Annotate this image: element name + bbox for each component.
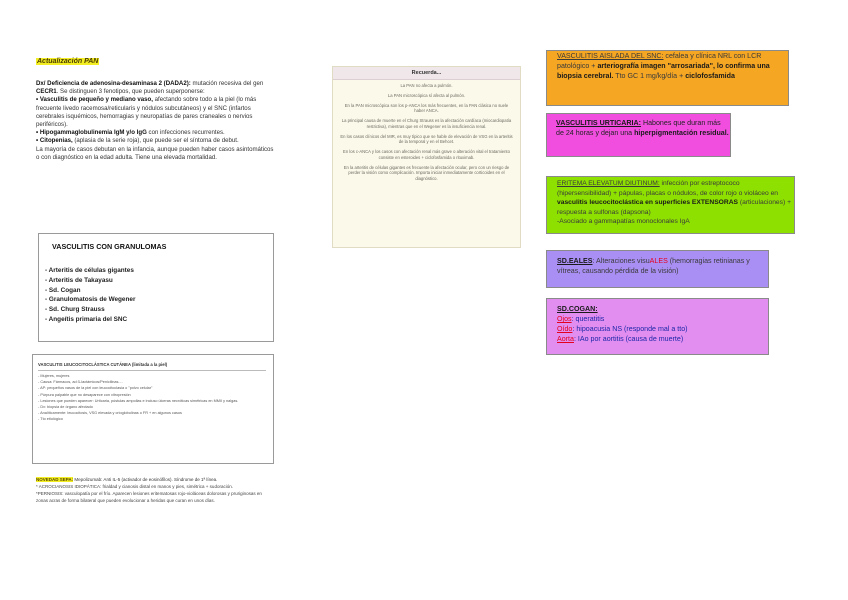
dada2-intro: Dx/ Deficiencia de adenosina-desaminasa 2 (DADA2): mutación recesiva del gen CECR1. Se distinguen 3 fenotipos, que pueden superponerse:	[36, 80, 264, 96]
recuerda-line: En los c-ANCA y los casos con afectación renal más grave o alteración vital el tratamiento consiste en esteroides + ciclofosfamida o rituximab.	[343, 149, 510, 160]
leucocitoclastica-title: VASCULITIS LEUCOCITOCLÁSTICA CUTÁNEA (limitada a la piel)	[38, 362, 168, 367]
snc-vasculitis-box: VASCULITIS AISLADA DEL SNC: cefalea y clínica NRL con LCR patológico + arteriografía imagen "arrosariada", lo confirma una biopsia cerebral. Tto GC 1 mg/kg/día + ciclofosfamida	[546, 50, 789, 106]
list-item: - Arteritis de Takayasu	[45, 276, 113, 284]
phenotype-1: • Vasculitis de pequeño y mediano vaso, afectando sobre todo a la piel (lo más frecuente livedo racemosa/reticularis y nódulos subcutáneos) y el SNC (infartos cerebrales isquémicos, hemorragias y neuropatías de pares craneales o nervios periféricos).	[36, 96, 257, 129]
list-item: - Angeítis primaria del SNC	[45, 315, 128, 323]
eritema-title: ERITEMA ELEVATUM DIUTINUM:	[557, 180, 660, 187]
gene-name: CECR1	[36, 88, 57, 96]
list-item: - Granulomatosis de Wegener	[45, 296, 136, 304]
section-title-actualizacion-pan: Actualización PAN	[37, 58, 99, 65]
phenotype-3: • Citopenias, (aplasia de la serie roja), que puede ser el síntoma de debut.	[36, 137, 239, 145]
recuerda-line: La PAN microscópica sí afecta al pulmón.	[387, 92, 466, 98]
recuerda-line: En los casos clínicos del MIR, es muy típico que se hable de elevación de VSG en la arteritis de la temporal y en el Behcet.	[340, 133, 513, 145]
list-item: - Sd. Cogan	[45, 286, 81, 294]
novedad-line-1: NOVEDAD SEPA: Mepolizumab: Anti IL-5 (activador de eosinófilos). Síndrome de 1ª línea.	[36, 477, 218, 482]
list-item: - AP: pequeños vasos de la piel con leucocitoclasia o "polvo celular"	[38, 385, 268, 391]
granulomas-list	[45, 266, 135, 325]
list-item: - Lesiones que pueden aparecer: Urticaria, pústulas ampollas e incluso úlceras necróticas simétricas en MMII y nalgas.	[38, 398, 268, 404]
dada2-heading: Dx/ Deficiencia de adenosina-desaminasa 2 (DADA2):	[36, 80, 191, 87]
novedad-line-2: * ACROCIANOSIS IDIOPÁTICA: frialdad y cianosis distal en manos y pies, simétrica + sudoración.	[36, 484, 233, 489]
recuerda-line: La principal causa de muerte en el Churg Strauss es la afectación cardíaca (miocardiopatía restrictiva), mientras que en el Wegener es la insuficiencia renal.	[341, 118, 512, 129]
divider	[38, 370, 266, 371]
dada2-closing: La mayoría de casos debutan en la infancia, aunque pueden haber casos asintomáticos o con diagnóstico en la edad adulta. Tiene una elevada mortalidad.	[36, 145, 274, 161]
dada2-paragraph	[36, 80, 274, 162]
snc-title: VASCULITIS AISLADA DEL SNC:	[557, 52, 664, 60]
urticaria-box: VASCULITIS URTICARIA: Habones que duran más de 24 horas y dejan una hiperpigmentación residual.	[546, 113, 731, 157]
novedad-tag: NOVEDAD SEPA:	[36, 477, 74, 482]
recuerda-body	[339, 83, 514, 186]
granulomas-box	[38, 233, 274, 342]
urticaria-title: VASCULITIS URTICARIA:	[556, 119, 641, 127]
list-item: - Tto etiológico	[38, 416, 268, 422]
sd-cogan-title: SD.COGAN:	[557, 305, 598, 313]
phenotype-2: • Hipogammaglobulinemia IgM y/o IgG con infecciones recurrentes.	[36, 129, 225, 137]
recuerda-line: En la PAN microscópica son los p-ANCA los más frecuentes, en la PAN clásica no suele haber ANCA.	[344, 102, 509, 114]
list-item: - Arteritis de células gigantes	[45, 267, 134, 274]
recuerda-line: En la arteritis de células gigantes es frecuente la afectación ocular, pero con un riesgo de perder la visión como complicación. Importa iniciar inmediatamente corticoides en el diagnóstico.	[343, 164, 510, 181]
recuerda-line: La PAN no afecta a pulmón.	[400, 83, 453, 88]
eritema-box: ERITEMA ELEVATUM DIUTINUM: infección por estreptococo (hipersensibilidad) + pápulas, placas o nódulos, de color rojo o violáceo en vasculitis leucocitoclástica en superficies EXTENSORAS (articulaciones) + respuesta a sulfonas (dapsona) -Asociado a gammapatías monoclonales IgA	[546, 176, 795, 234]
sd-eales-box: SD.EALES: Alteraciones visuALES (hemorragias retinianas y vítreas, causando pérdida de la visión)	[546, 250, 769, 288]
cogan-oido: Oído: hipoacusia NS (responde mal a tto)	[557, 325, 688, 333]
leucocitoclastica-list	[38, 373, 268, 423]
recuerda-header: Recuerda...	[333, 67, 520, 80]
list-item: - Mujeres, mujeres	[38, 373, 268, 379]
list-item: - Analíticamente: leucocitosis, VSG elevada y crioglobulinas o FR + en algunos casos	[38, 410, 268, 416]
list-item: - Causa: Fármacos, ad ß-lactámicos/Penicilinas....	[38, 379, 268, 385]
cogan-aorta: Aorta: IAo por aortitis (causa de muerte)	[557, 335, 684, 343]
list-item: - Dx: biopsia de órgano afectado	[38, 404, 268, 410]
novedad-section	[36, 476, 272, 504]
cogan-ojos: Ojos: queratitis	[557, 315, 605, 323]
novedad-line-3: *PERNIOSIS: vasculopatía por el frío. Aparecen lesiones eritematosas rojo-violáceas dolorosas y pruriginosas en zonas acras de forma bilateral que pueden evolucionar a heridas que curan en unos días.	[36, 491, 262, 503]
granulomas-title: VASCULITIS CON GRANULOMAS	[52, 242, 167, 251]
leucocitoclastica-box	[32, 354, 274, 464]
sd-eales-title: SD.EA	[557, 257, 579, 265]
list-item: - Púrpura palpable que no desaparece con vitropresión	[38, 392, 268, 398]
list-item: - Sd. Churg Strauss	[45, 306, 105, 314]
recuerda-box	[332, 66, 521, 248]
sd-cogan-box	[546, 298, 769, 355]
